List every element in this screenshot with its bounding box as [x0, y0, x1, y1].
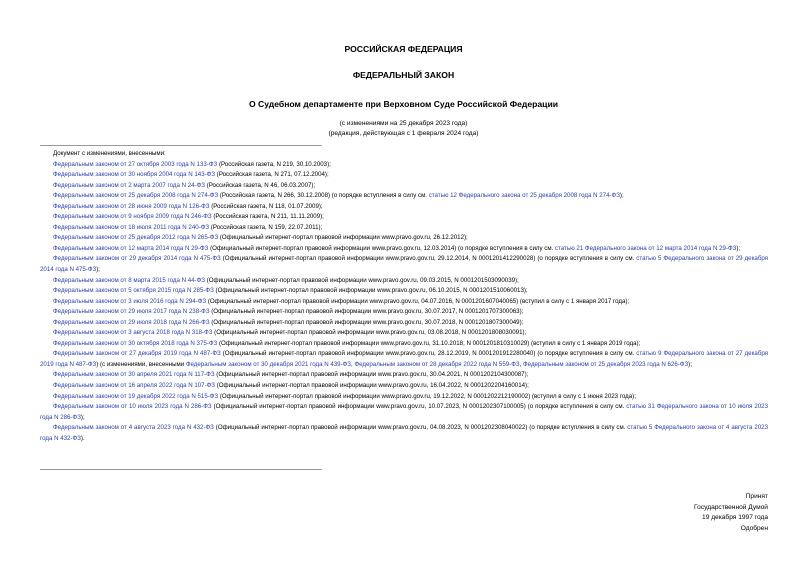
amendment-text: ); — [619, 192, 624, 200]
bottom-divider — [40, 469, 322, 470]
amendment-law-link[interactable]: Федеральным законом от 3 августа 2018 года N 318-ФЗ — [53, 329, 213, 337]
amendment-law-link[interactable]: Федеральным законом от 25 декабря 2012 года N 265-ФЗ — [53, 234, 219, 242]
amendment-text: (Российская газета, N 118, 01.07.2009); — [209, 202, 323, 210]
amendment-text: (Официальный интернет-портал правовой информации www.pravo.gov.ru, 26.12.2012); — [218, 234, 468, 242]
amendment-item — [40, 318, 768, 329]
amendment-text: (Российская газета, N 46, 06.03.2007); — [204, 181, 316, 189]
amendment-law-link[interactable]: Федеральным законом от 18 июля 2011 года N 240-ФЗ — [53, 223, 210, 231]
amendment-law-link[interactable]: Федеральным законом от 9 ноября 2009 года N 246-ФЗ — [53, 213, 212, 221]
law-title: О Судебном департаменте при Верховном Суде Российской Федерации — [248, 99, 559, 109]
amendment-item — [40, 370, 768, 381]
adoption-date: 19 декабря 1997 года — [702, 514, 768, 522]
amendment-law-link[interactable]: Федеральным законом от 16 апреля 2022 года N 107-ФЗ — [53, 382, 216, 390]
amendment-text: ) (с изменениями, внесенными — [96, 360, 186, 368]
amendment-law-link[interactable]: статью 21 Федерального закона от 12 марта 2014 года N 29-ФЗ — [554, 244, 737, 252]
amendment-item — [40, 191, 768, 202]
amendment-item — [40, 286, 768, 297]
amendment-text: (Официальный интернет-портал правовой информации www.pravo.gov.ru, 31.10.2018, N 0001201810310029) (вступил в силу с 1 января 2019 года); — [217, 339, 641, 347]
amendment-item — [40, 160, 768, 171]
amendment-law-link[interactable]: Федеральным законом от 25 декабря 2023 года N 626-ФЗ — [523, 360, 689, 368]
adopted-label: Принят — [745, 493, 768, 500]
amendment-item — [40, 381, 768, 392]
amendment-text: ); — [80, 413, 85, 421]
top-divider — [40, 145, 322, 146]
amendment-law-link[interactable]: Федеральным законом от 30 октября 2018 года N 375-ФЗ — [53, 339, 218, 347]
amendment-text: (Российская газета, N 266, 30.12.2008) (о порядке вступления в силу см. — [218, 192, 429, 200]
amendment-item — [40, 392, 768, 403]
amendment-law-link[interactable]: Федеральным законом от 29 июля 2018 года N 266-ФЗ — [53, 318, 210, 326]
amendment-item — [40, 202, 768, 213]
amendment-text: (Официальный интернет-портал правовой информации www.pravo.gov.ru, 19.12.2022, N 0001202212190002) (вступил в силу с 1 июня 2023 года); — [218, 392, 636, 400]
amendment-law-link[interactable]: Федеральным законом от 4 августа 2023 года N 432-ФЗ — [53, 424, 214, 432]
amendment-law-link[interactable]: Федеральным законом от 25 декабря 2008 года N 274-ФЗ — [53, 192, 219, 200]
amendment-text: , — [351, 360, 355, 368]
amendment-text: (Официальный интернет-портал правовой информации www.pravo.gov.ru, 30.07.2018, N 0001201807300049); — [209, 318, 524, 326]
amendment-item — [40, 254, 768, 275]
amendment-law-link[interactable]: Федеральным законом от 27 декабря 2019 года N 487-ФЗ — [53, 350, 221, 358]
amendment-law-link[interactable]: статью 12 Федерального закона от 25 декабря 2008 года N 274-ФЗ — [428, 192, 620, 200]
amendment-text: ); — [688, 360, 692, 368]
amendment-text: (Российская газета, N 219, 30.10.2003); — [217, 160, 331, 168]
amendment-text: (Официальный интернет-портал правовой информации www.pravo.gov.ru, 03.08.2018, N 0001201808030091); — [212, 329, 527, 337]
amendment-item — [40, 402, 768, 423]
amendment-law-link[interactable]: Федеральным законом от 28 декабря 2022 года N 559-ФЗ — [354, 360, 520, 368]
amendment-law-link[interactable]: статью 9 Федерального закона от 27 декабря 2019 года N 487-ФЗ — [40, 350, 769, 368]
amendment-item — [40, 328, 768, 339]
amendment-text: (Официальный интернет-портал правовой информации www.pravo.gov.ru, 30.04.2021, N 0001202104300087); — [214, 371, 529, 379]
amendment-item — [40, 276, 768, 287]
amendment-law-link[interactable]: Федеральным законом от 19 декабря 2022 года N 515-ФЗ — [53, 392, 219, 400]
amendment-item — [40, 423, 768, 444]
amendment-law-link[interactable]: Федеральным законом от 29 декабря 2014 года N 475-ФЗ — [53, 255, 221, 263]
amendment-law-link[interactable]: Федеральным законом от 8 марта 2015 года N 44-ФЗ — [53, 276, 205, 284]
amendment-text: (Российская газета, N 271, 07.12.2004); — [215, 171, 329, 179]
amendment-item — [40, 223, 768, 234]
amendment-law-link[interactable]: Федеральным законом от 28 июня 2009 года N 126-ФЗ — [53, 202, 210, 210]
amendment-text: (Официальный интернет-портал правовой информации www.pravo.gov.ru, 04.07.2016, N 0001201607040065) (вступил в силу с 1 января 2017 года); — [206, 297, 630, 305]
amendment-text: (Официальный интернет-портал правовой информации www.pravo.gov.ru, 04.08.2023, N 0001202308040022) (о порядке вступления в силу см. — [213, 424, 628, 432]
doc-type-heading: ФЕДЕРАЛЬНЫЙ ЗАКОН — [352, 70, 455, 80]
amendment-item — [40, 339, 768, 350]
amendment-text: (Официальный интернет-портал правовой информации www.pravo.gov.ru, 28.12.2019, N 0001201912280040) (о порядке вступления в силу см. — [220, 350, 637, 358]
amendment-text: (Официальный интернет-портал правовой информации www.pravo.gov.ru, 16.04.2022, N 0001202204160014); — [215, 382, 529, 390]
amendment-text: (Официальный интернет-портал правовой информации www.pravo.gov.ru, 06.10.2015, N 0001201510060013); — [213, 287, 528, 295]
amendment-law-link[interactable]: Федеральным законом от 30 апреля 2021 года N 117-ФЗ — [53, 371, 215, 379]
amendment-text: ); — [96, 266, 101, 274]
amendment-law-link[interactable]: Федеральным законом от 10 июля 2023 года N 286-ФЗ — [53, 403, 212, 411]
amendment-text: (Официальный интернет-портал правовой информации www.pravo.gov.ru, 29.12.2014, N 0001201412290028) (о порядке вступления в силу см. — [220, 255, 637, 263]
amendment-text: (Российская газета, N 211, 11.11.2009); — [211, 213, 324, 221]
country-heading: РОССИЙСКАЯ ФЕДЕРАЦИЯ — [344, 44, 463, 54]
amendment-law-link[interactable]: Федеральным законом от 29 июля 2017 года N 238-ФЗ — [53, 308, 210, 316]
approved-label: Одобрен — [740, 524, 768, 532]
amendment-text: ). — [80, 434, 85, 442]
amendment-text: (Российская газета, N 159, 22.07.2011); — [209, 223, 323, 231]
amendment-item — [40, 233, 768, 244]
amendment-item — [40, 244, 768, 255]
amendment-law-link[interactable]: Федеральным законом от 30 ноября 2004 года N 143-ФЗ — [53, 171, 216, 179]
amendment-item — [40, 181, 768, 192]
amendment-text: , — [519, 360, 524, 368]
amendment-text: (Официальный интернет-портал правовой информации www.pravo.gov.ru, 30.07.2017, N 0001201707300063); — [209, 308, 524, 316]
amendment-law-link[interactable]: статью 31 Федерального закона от 10 июля 2023 года N 286-ФЗ — [40, 403, 769, 421]
amendments-list — [40, 149, 768, 444]
amendment-law-link[interactable]: статью 5 Федерального закона от 4 августа 2023 года N 432-ФЗ — [40, 424, 769, 442]
amendment-law-link[interactable]: Федеральным законом от 5 октября 2015 года N 285-ФЗ — [53, 287, 214, 295]
amendment-law-link[interactable]: статью 5 Федерального закона от 29 декабря 2014 года N 475-ФЗ — [40, 255, 769, 274]
adoption-block — [694, 492, 768, 534]
amendment-law-link[interactable]: Федеральным законом от 2 марта 2007 года N 24-ФЗ — [53, 181, 205, 189]
amendment-text: ); — [736, 244, 741, 252]
amendment-item — [40, 307, 768, 318]
amendment-item — [40, 297, 768, 308]
amendment-text: (Официальный интернет-портал правовой информации www.pravo.gov.ru, 12.03.2014) (о порядке вступления в силу см. — [208, 244, 555, 252]
amendments-items — [40, 160, 768, 445]
amendment-law-link[interactable]: Федеральным законом от 27 октября 2003 года N 133-ФЗ — [53, 160, 218, 168]
amendment-item — [40, 212, 768, 223]
amendment-law-link[interactable]: Федеральным законом от 30 декабря 2021 года N 439-ФЗ — [185, 360, 352, 368]
amendment-law-link[interactable]: Федеральным законом от 12 марта 2014 года N 29-ФЗ — [53, 244, 209, 252]
amendment-text: (Официальный интернет-портал правовой информации www.pravo.gov.ru, 09.03.2015, N 0001201503090039); — [204, 276, 519, 284]
amendments-intro: Документ с изменениями, внесенными: — [53, 150, 166, 157]
edition-note: (редакция, действующая с 1 февраля 2024 года) — [328, 130, 479, 137]
adopted-by: Государственной Думой — [694, 503, 768, 511]
amendment-text: (Официальный интернет-портал правовой информации www.pravo.gov.ru, 10.07.2023, N 0001202307100005) (о порядке вступления в силу см. — [211, 403, 627, 411]
amendment-law-link[interactable]: Федеральным законом от 3 июля 2016 года N 294-ФЗ — [53, 297, 207, 305]
amendment-item — [40, 349, 768, 370]
amendment-item — [40, 170, 768, 181]
changes-note: (с изменениями на 25 декабря 2023 года) — [339, 120, 468, 127]
